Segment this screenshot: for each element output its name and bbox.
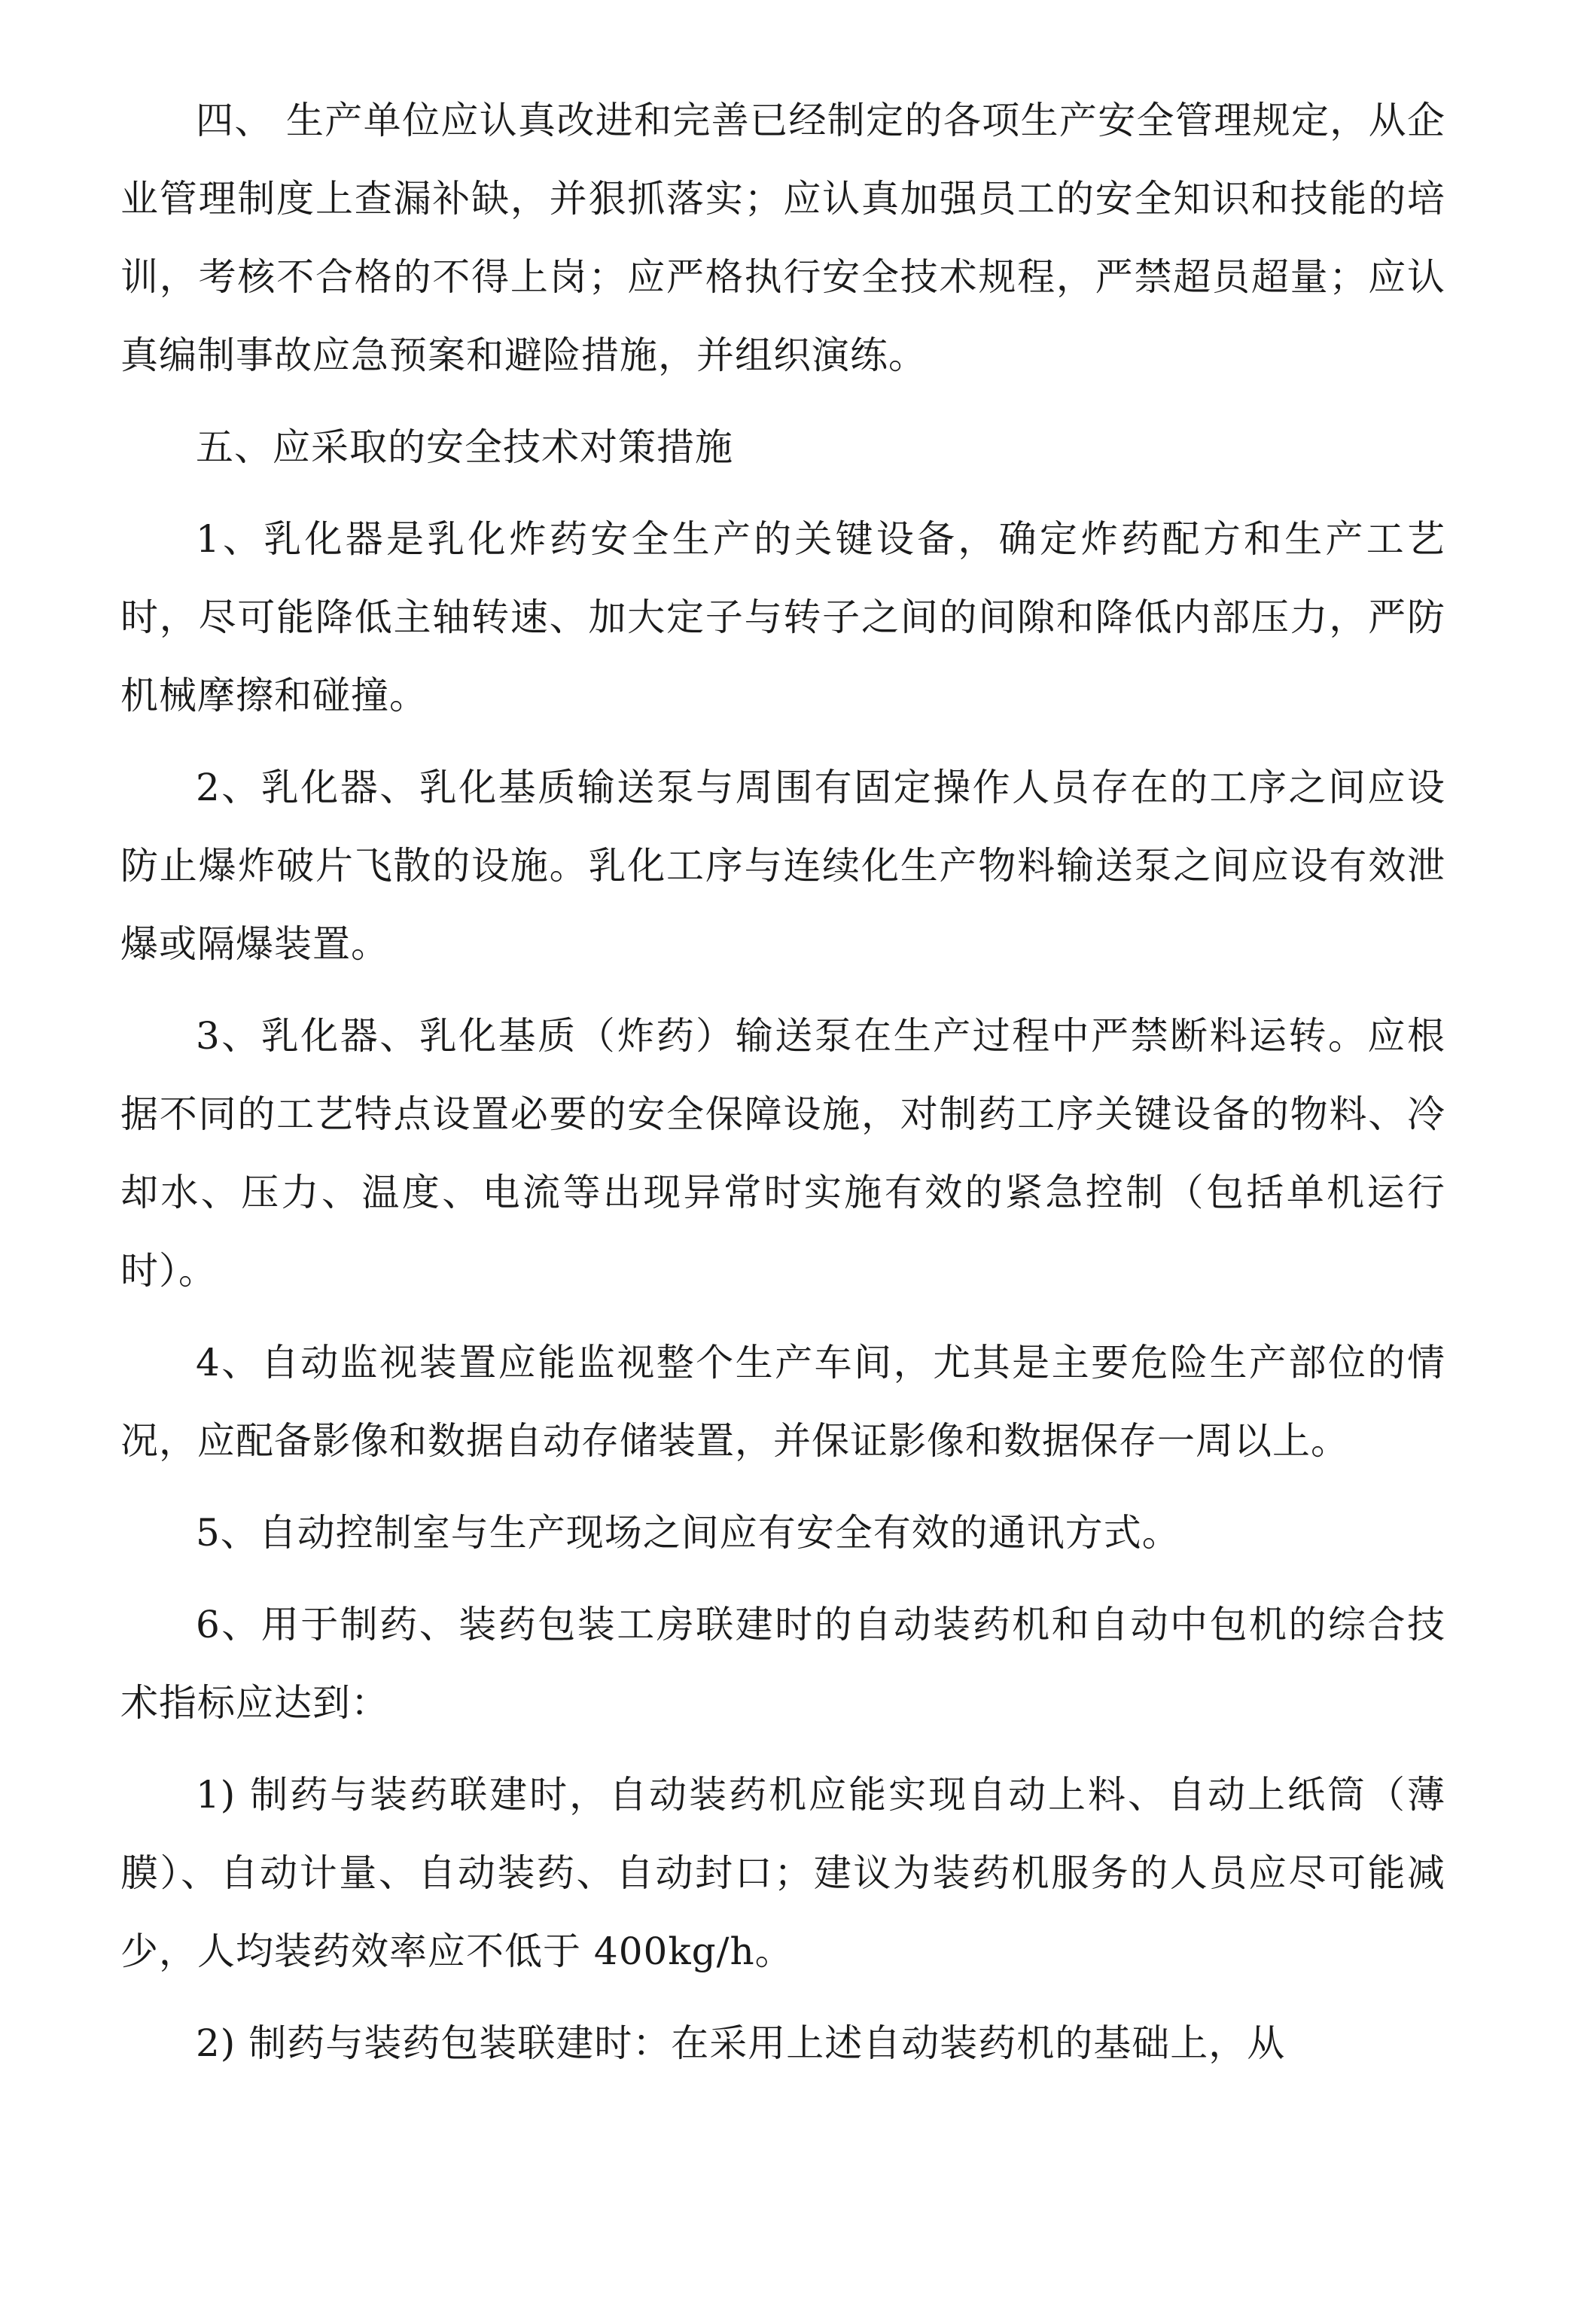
paragraph-subitem-1: 1) 制药与装药联建时，自动装药机应能实现自动上料、自动上纸筒（薄膜）、自动计量、自动装药、自动封口；建议为装药机服务的人员应尽可能减少，人均装药效率应不低于 400kg/h。 bbox=[120, 1773, 1445, 1973]
document-body bbox=[120, 81, 1445, 2082]
paragraph-section-5-heading: 五、应采取的安全技术对策措施 bbox=[196, 425, 733, 469]
paragraph-item-3: 3、乳化器、乳化基质（炸药）输送泵在生产过程中严禁断料运转。应根据不同的工艺特点设置必要的安全保障设施，对制药工序关键设备的物料、冷却水、压力、温度、电流等出现异常时实施有效的紧急控制（包括单机运行时）。 bbox=[120, 1014, 1445, 1293]
paragraph-subitem-2: 2) 制药与装药包装联建时：在采用上述自动装药机的基础上，从 bbox=[196, 2021, 1286, 2065]
paragraph-section-4: 四、 生产单位应认真改进和完善已经制定的各项生产安全管理规定，从企业管理制度上查漏补缺，并狠抓落实；应认真加强员工的安全知识和技能的培训，考核不合格的不得上岗；应严格执行安全技术规程，严禁超员超量；应认真编制事故应急预案和避险措施，并组织演练。 bbox=[120, 99, 1445, 377]
paragraph-item-5: 5、自动控制室与生产现场之间应有安全有效的通讯方式。 bbox=[196, 1511, 1180, 1555]
paragraph-item-6: 6、用于制药、装药包装工房联建时的自动装药机和自动中包机的综合技术指标应达到： bbox=[120, 1603, 1445, 1725]
paragraph-item-1: 1、乳化器是乳化炸药安全生产的关键设备，确定炸药配方和生产工艺时，尽可能降低主轴转速、加大定子与转子之间的间隙和降低内部压力，严防机械摩擦和碰撞。 bbox=[120, 517, 1445, 717]
paragraph-item-2: 2、乳化器、乳化基质输送泵与周围有固定操作人员存在的工序之间应设防止爆炸破片飞散的设施。乳化工序与连续化生产物料输送泵之间应设有效泄爆或隔爆装置。 bbox=[120, 766, 1445, 966]
paragraph-item-4: 4、自动监视装置应能监视整个生产车间，尤其是主要危险生产部位的情况，应配备影像和数据自动存储装置，并保证影像和数据保存一周以上。 bbox=[120, 1341, 1445, 1463]
